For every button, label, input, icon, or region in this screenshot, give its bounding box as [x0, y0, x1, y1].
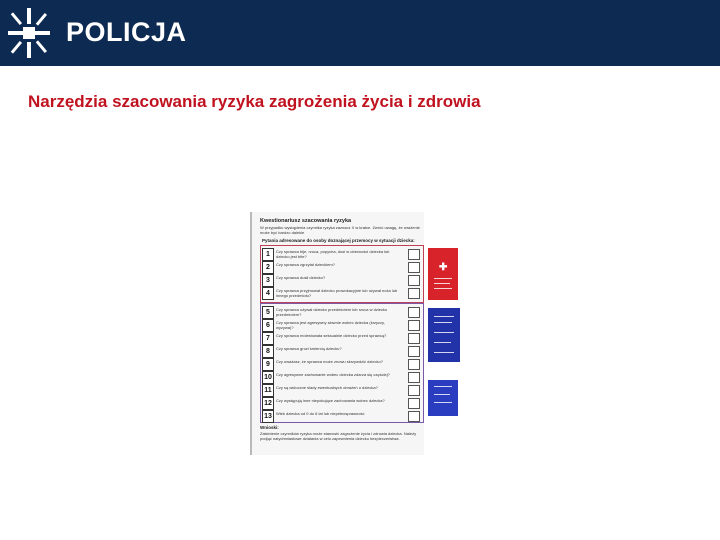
card-text-line	[434, 278, 452, 279]
document-intro: W przypadku wystąpienia czynnika ryzyka zaznacz X w kratce. Zwróć uwagę, że wrażenie może być bardzo dalekie	[260, 225, 420, 235]
document-heading: Kwestionariusz szacowania ryzyka	[260, 218, 352, 224]
question-number: 7	[262, 332, 274, 345]
questionnaire-document	[250, 212, 424, 455]
questions-label: Pytania adresowane do osoby doznającej przemocy w sytuacji dziecka:	[262, 238, 415, 243]
question-checkbox[interactable]	[408, 333, 420, 344]
question-checkbox[interactable]	[408, 262, 420, 273]
card-text-line	[434, 402, 452, 403]
question-number: 5	[262, 306, 274, 319]
question-number: 9	[262, 358, 274, 371]
card-text-line	[434, 332, 454, 333]
question-row	[262, 345, 420, 357]
question-checkbox[interactable]	[408, 275, 420, 286]
question-number: 1	[262, 248, 274, 261]
question-checkbox[interactable]	[408, 359, 420, 370]
police-star-logo-icon	[6, 6, 52, 60]
question-text: Wiek dziecka od 0 do 6 lat lub niepełnosprawność	[276, 411, 365, 416]
question-checkbox[interactable]	[408, 288, 420, 299]
question-number: 13	[262, 410, 274, 423]
question-row	[262, 384, 420, 396]
question-checkbox[interactable]	[408, 249, 420, 260]
question-checkbox[interactable]	[408, 320, 420, 331]
card-text-line	[434, 322, 452, 323]
question-row	[262, 261, 420, 273]
question-checkbox[interactable]	[408, 411, 420, 422]
question-text: Czy sprawca jest agresywny słownie wobec dziecka (krzyczy, wyzywa)?	[276, 320, 385, 330]
question-checkbox[interactable]	[408, 307, 420, 318]
card-text-line	[434, 316, 454, 317]
card-text-line	[434, 288, 452, 289]
question-text: Czy sprawca bije, rzuca, popycha, dusi w obecności dziecka lub dziecko jest bite?	[276, 249, 390, 259]
card-text-line	[434, 394, 450, 395]
question-row	[262, 371, 420, 383]
question-row	[262, 332, 420, 344]
card-text-line	[434, 283, 450, 284]
question-row	[262, 358, 420, 370]
card-text-line	[434, 352, 454, 353]
question-number: 11	[262, 384, 274, 397]
question-row	[262, 287, 420, 299]
question-checkbox[interactable]	[408, 372, 420, 383]
question-number: 3	[262, 274, 274, 287]
question-text: Czy są widoczne ślady ewentualnych obrażeń u dziecka?	[276, 385, 378, 390]
question-number: 10	[262, 371, 274, 384]
question-text: Czy sprawca używał dziecko przedmiotem lub rzuca w dziecko przedmiotem?	[276, 307, 388, 317]
footer-label: Wnioski:	[260, 425, 279, 430]
question-text: Czy sprawca grozi śmiercią dziecku?	[276, 346, 342, 351]
medical-cross-icon: ✚	[439, 262, 448, 273]
question-row	[262, 319, 420, 331]
question-text: Czy sprawca zgrzytał dzieckiem?	[276, 262, 335, 267]
question-text: Czy występują inne niepokojące zachowania wobec dziecka?	[276, 398, 385, 403]
question-text: Czy uważasz, że sprawca może znowu skrzywdzić dziecko?	[276, 359, 383, 364]
card-text-line	[434, 342, 451, 343]
question-number: 4	[262, 287, 274, 300]
question-number: 6	[262, 319, 274, 332]
info-card-blue	[428, 308, 460, 362]
question-number: 2	[262, 261, 274, 274]
header-bar	[0, 0, 720, 66]
info-card-blue	[428, 380, 458, 416]
question-number: 12	[262, 397, 274, 410]
question-text: Czy agresywne zachowanie wobec dziecka zdarza się częściej?	[276, 372, 390, 377]
question-row	[262, 306, 420, 318]
question-row	[262, 248, 420, 260]
question-checkbox[interactable]	[408, 346, 420, 357]
page-title: Narzędzia szacowania ryzyka zagrożenia życia i zdrowia	[28, 92, 481, 111]
question-checkbox[interactable]	[408, 398, 420, 409]
header-divider	[0, 66, 172, 68]
card-text-line	[434, 386, 452, 387]
question-number: 8	[262, 345, 274, 358]
question-text: Czy sprawca dusił dziecko?	[276, 275, 326, 280]
question-checkbox[interactable]	[408, 385, 420, 396]
question-text: Czy sprawca molestowała seksualnie dziecko przed sprawcą?	[276, 333, 387, 338]
brand-name[interactable]: POLICJA	[66, 17, 187, 47]
question-row	[262, 410, 420, 422]
info-card-red	[428, 248, 458, 300]
question-row	[262, 397, 420, 409]
question-row	[262, 274, 420, 286]
question-text: Czy sprawca przyjmował dziecko prowokacyjnie lub używał noża lub innego przedmiotu?	[276, 288, 398, 298]
footer-text: Zaistnienie czynników ryzyka może stanowić zagrożenie życia i zdrowia dziecka. Należy podjąć natychmiastowe działania w celu zapewnienia dziecku bezpieczeństwa.	[260, 431, 417, 441]
